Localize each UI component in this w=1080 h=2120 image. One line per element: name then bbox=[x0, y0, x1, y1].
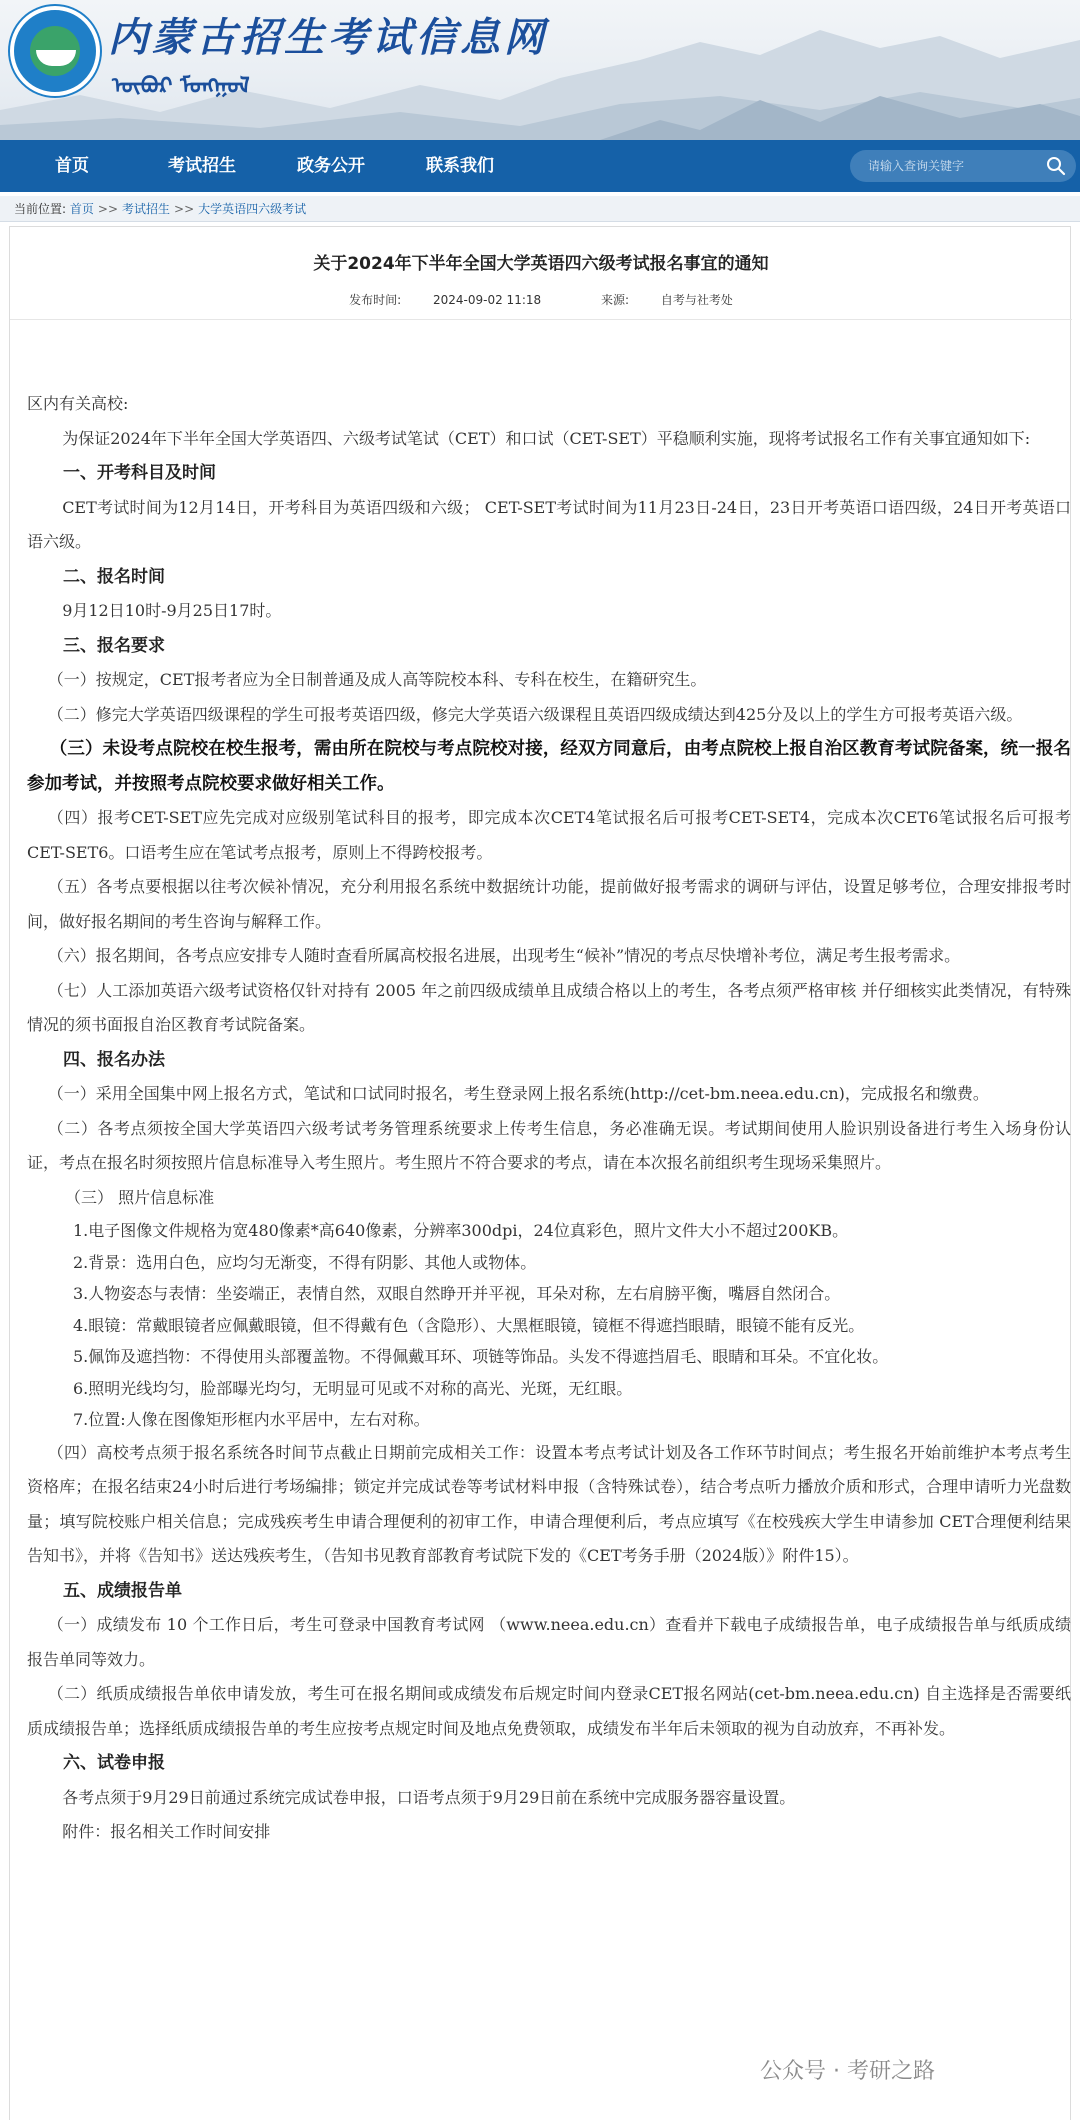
section-heading: 一、开考科目及时间 bbox=[63, 463, 216, 483]
salutation: 区内有关高校: bbox=[27, 394, 129, 413]
divider bbox=[10, 319, 1072, 320]
site-logo[interactable] bbox=[10, 6, 100, 96]
paragraph: （一）采用全国集中网上报名方式，笔试和口试同时报名，考生登录网上报名系统(http://cet-bm.neea.edu.cn)，完成报名和缴费。 bbox=[47, 1084, 989, 1103]
photo-standard-heading: （三） 照片信息标准 bbox=[65, 1187, 215, 1207]
article-meta bbox=[10, 291, 1072, 308]
paragraph: （六）报名期间，各考点应安排专人随时查看所属高校报名进展，出现考生“候补”情况的考点尽快增补考位，满足考生报考需求。 bbox=[47, 946, 961, 965]
intro-paragraph: 为保证2024年下半年全国大学英语四、六级考试笔试（CET）和口试（CET-SET）平稳顺利实施，现将考试报名工作有关事宜通知如下: bbox=[62, 428, 1031, 448]
list-item: 6.照明光线均匀，脸部曝光均匀，无明显可见或不对称的高光、光斑，无红眼。 bbox=[73, 1378, 633, 1398]
section-heading: 五、成绩报告单 bbox=[63, 1580, 182, 1601]
attachment-line[interactable]: 附件：报名相关工作时间安排 bbox=[62, 1822, 271, 1841]
source-value: 自考与社考处 bbox=[660, 293, 733, 307]
breadcrumb-label: 当前位置: bbox=[14, 202, 67, 216]
site-title: 内蒙古招生考试信息网 bbox=[108, 14, 548, 61]
section-heading: 六、试卷申报 bbox=[63, 1753, 165, 1773]
source-label: 来源: bbox=[600, 293, 630, 307]
list-item: 4.眼镜：常戴眼镜者应佩戴眼镜，但不得戴有色（含隐形）、大黑框眼镜，镜框不得遮挡眼睛，眼镜不能有反光。 bbox=[73, 1315, 865, 1335]
breadcrumb-home[interactable]: 首页 bbox=[69, 202, 94, 216]
article-body bbox=[27, 387, 1071, 1850]
paragraph: （二）纸质成绩报告单依申请发放，考生可在报名期间或成绩发布后规定时间内登录CET报名网站(cet-bm.neea.edu.cn) 自主选择是否需要纸质成绩报告单；选择纸质成绩报告单的考生应按考点规定时间及地点免费领取，成绩发布半年后未领取的视为自动放弃，不再补发。 bbox=[27, 1684, 1071, 1738]
paragraph: 9月12日10时-9月25日17时。 bbox=[62, 601, 282, 620]
breadcrumb bbox=[0, 196, 1080, 222]
paragraph: 各考点须于9月29日前通过系统完成试卷申报，口语考点须于9月29日前在系统中完成服务器容量设置。 bbox=[62, 1787, 796, 1807]
list-item: 5.佩饰及遮挡物：不得使用头部覆盖物。不得佩戴耳环、项链等饰品。头发不得遮挡眉毛、眼睛和耳朵。不宜化妆。 bbox=[73, 1347, 889, 1366]
paragraph: （一）成绩发布 10 个工作日后，考生可登录中国教育考试网 （www.neea.edu.cn）查看并下载电子成绩报告单，电子成绩报告单与纸质成绩报告单同等效力。 bbox=[27, 1615, 1071, 1669]
nav-item-contact-us[interactable]: 联系我们 bbox=[426, 156, 494, 176]
nav-item-government-affairs[interactable]: 政务公开 bbox=[297, 156, 365, 176]
breadcrumb-separator: >> bbox=[97, 202, 118, 216]
search-input[interactable] bbox=[868, 150, 1038, 182]
article-title: 关于2024年下半年全国大学英语四六级考试报名事宜的通知 bbox=[313, 254, 769, 274]
search-icon[interactable] bbox=[1046, 156, 1066, 176]
header-banner bbox=[0, 0, 1080, 140]
section-heading: 四、报名办法 bbox=[63, 1049, 165, 1070]
paragraph: （二）修完大学英语四级课程的学生可报考英语四级，修完大学英语六级课程且英语四级成绩达到425分及以上的学生方可报考英语六级。 bbox=[47, 704, 1023, 724]
paragraph: （一）按规定，CET报考者应为全日制普通及成人高等院校本科、专科在校生，在籍研究生。 bbox=[47, 670, 707, 689]
paragraph: （五）各考点要根据以往考次候补情况，充分利用报名系统中数据统计功能，提前做好报考需求的调研与评估，设置足够考位，合理安排报考时间，做好报名期间的考生咨询与解释工作。 bbox=[27, 877, 1071, 931]
breadcrumb-exam-admission[interactable]: 考试招生 bbox=[122, 202, 171, 216]
paragraph: （七）人工添加英语六级考试资格仅针对持有 2005 年之前四级成绩单且成绩合格以上的考生，各考点须严格审核 并仔细核实此类情况，有特殊情况的须书面报自治区教育考试院备案。 bbox=[27, 980, 1071, 1034]
breadcrumb-cet[interactable]: 大学英语四六级考试 bbox=[198, 202, 307, 216]
paragraph: CET考试时间为12月14日，开考科目为英语四级和六级； CET-SET考试时间为11月23日-24日，23日开考英语口语四级，24日开考英语口语六级。 bbox=[27, 497, 1071, 551]
paragraph: （二）各考点须按全国大学英语四六级考试考务管理系统要求上传考生信息，务必准确无误。考试期间使用人脸识别设备进行考生入场身份认证，考点在报名时须按照片信息标准导入考生照片。考生照片不符合要求的考点，请在本次报名前组织考生现场采集照片。 bbox=[27, 1118, 1071, 1172]
list-item: 7.位置:人像在图像矩形框内水平居中，左右对称。 bbox=[73, 1410, 430, 1429]
breadcrumb-separator: >> bbox=[174, 202, 195, 216]
section-heading: 二、报名时间 bbox=[63, 566, 165, 587]
mongolian-subtitle: ᠥᠪᠥᠷ ᠮᠣᠩᠭᠣᠯ bbox=[112, 73, 250, 99]
watermark: 公众号 · 考研之路 bbox=[760, 2059, 935, 2084]
paragraph: （四）高校考点须于报名系统各时间节点截止日期前完成相关工作：设置本考点考试计划及各工作环节时间点；考生报名开始前维护本考点考生资格库；在报名结束24小时后进行考场编排；锁定并完成试卷等考试材料申报（含特殊试卷），结合考点听力播放介质和形式，合理申请听力光盘数量；填写院校账户相关信息；完成残疾考生申请合理便利的初审工作，申请合理便利后，考点应填写《在校残疾大学生申请参加 CET合理便利结果告知书》，并将《告知书》送达残疾考生，（告知书见教育部教育考试院下发的《CET考务手册（2024版）》附件15）。 bbox=[27, 1442, 1071, 1565]
nav-item-home[interactable]: 首页 bbox=[55, 156, 89, 176]
list-item: 3.人物姿态与表情：坐姿端正，表情自然，双眼自然睁开并平视，耳朵对称，左右肩膀平衡，嘴唇自然闭合。 bbox=[73, 1284, 841, 1303]
nav-item-exam-admission[interactable]: 考试招生 bbox=[168, 156, 236, 176]
publish-time: 2024-09-02 11:18 bbox=[433, 293, 542, 307]
publish-label: 发布时间: bbox=[349, 293, 402, 307]
list-item: 1.电子图像文件规格为宽480像素*高640像素，分辨率300dpi，24位真彩色，照片文件大小不超过200KB。 bbox=[73, 1221, 849, 1240]
section-heading: 三、报名要求 bbox=[63, 635, 165, 656]
search-box bbox=[850, 150, 1076, 182]
photo-standard-list bbox=[27, 1215, 1071, 1436]
paragraph-bold: （三）未设考点院校在校生报考，需由所在院校与考点院校对接，经双方同意后，由考点院校上报自治区教育考试院备案，统一报名参加考试，并按照考点院校要求做好相关工作。 bbox=[27, 739, 1071, 794]
article-container bbox=[9, 226, 1071, 2120]
paragraph: （四）报考CET-SET应先完成对应级别笔试科目的报考，即完成本次CET4笔试报名后可报考CET-SET4，完成本次CET6笔试报名后可报考CET-SET6。口语考生应在笔试考点报考，原则上不得跨校报考。 bbox=[27, 808, 1071, 862]
list-item: 2.背景：选用白色，应均匀无渐变，不得有阴影、其他人或物体。 bbox=[73, 1252, 537, 1272]
